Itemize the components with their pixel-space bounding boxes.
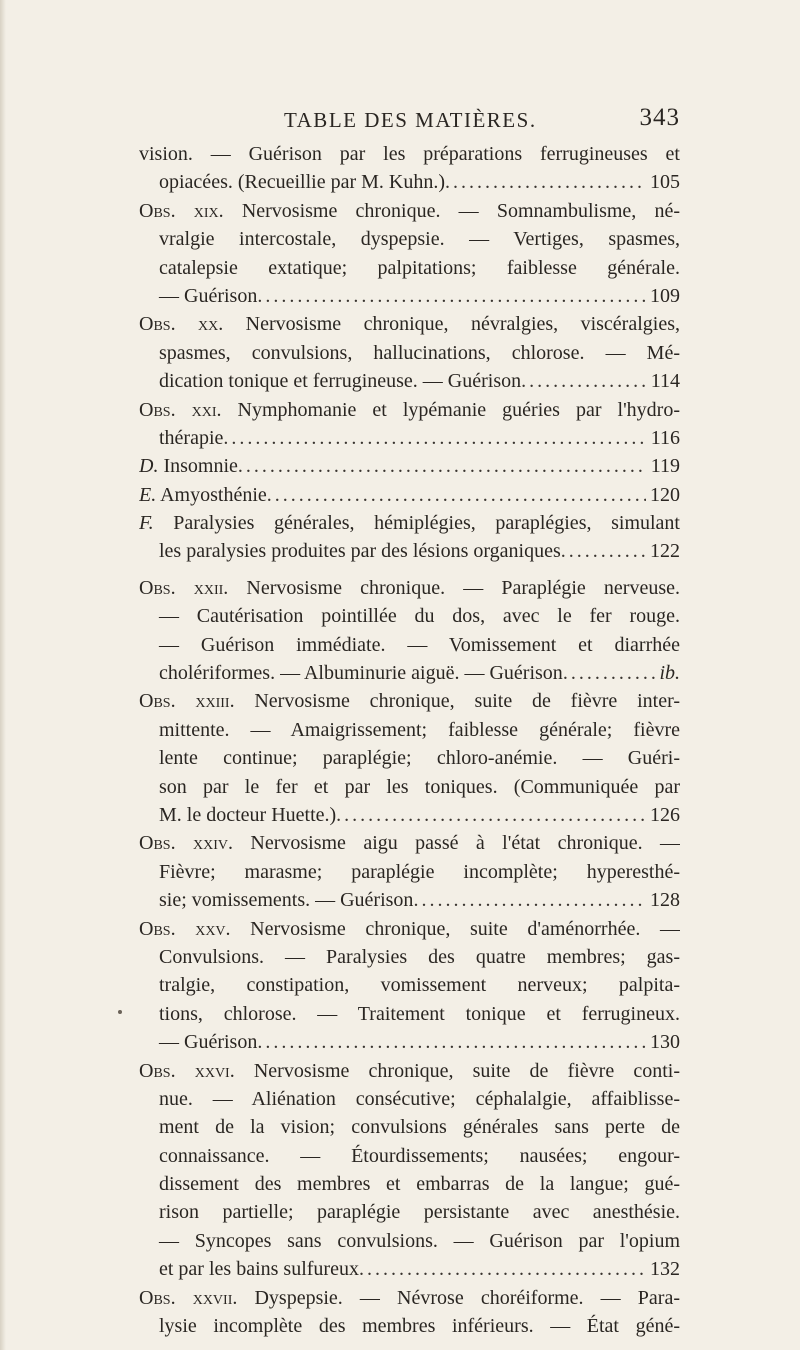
toc-line [139,424,680,452]
toc-line [139,168,680,196]
toc-line [139,915,680,943]
obs-number: xxii. [193,576,229,599]
toc-line [139,801,680,829]
toc-text: tions, chlorose. — Traitement tonique et ferrugineux. [159,1002,680,1025]
toc-line [139,858,680,886]
toc-line [139,197,680,225]
obs-number: xxi. [191,398,222,421]
toc-line-text [139,452,238,480]
toc-line [139,687,680,715]
toc-line [139,1255,680,1283]
toc-text: tralgie, constipation, vomissement nerveux; palpita- [159,974,680,997]
toc-text: lente continue; paraplégie; chloro-anémie. — Guéri- [159,747,680,770]
toc-entry [139,1284,680,1341]
toc-page-number: ib. [659,662,680,685]
dot-leader [336,801,646,829]
obs-label: Obs. [139,398,192,421]
toc-line [139,254,680,282]
obs-label: Obs. [139,690,196,713]
toc-text: Nymphomanie et lypémanie guéries par l'hydro- [221,398,680,421]
toc-text: Fièvre; marasme; paraplégie incomplète; hyperesthé- [159,860,680,883]
toc-line-text [159,886,413,914]
toc-line [139,943,680,971]
running-header [284,104,680,136]
toc-page-number: 114 [650,370,680,393]
obs-number: xxvii. [192,1286,238,1309]
obs-label: Obs. [139,199,194,222]
toc-line-text [159,282,257,310]
dot-leader [521,367,647,395]
dot-leader [413,886,646,914]
toc-text: son par le fer et par les toniques. (Communiquée par [159,775,680,798]
toc-line-text [159,424,223,452]
toc-line [139,481,680,509]
toc-entry [139,140,680,197]
page-number: 343 [639,104,680,131]
toc-line [139,829,680,857]
toc-text: opiacées. (Recueillie par M. Kuhn.) [159,171,446,194]
toc-line [139,396,680,424]
toc-text: — Syncopes sans convulsions. — Guérison par l'opium [159,1229,680,1252]
toc-page-number: 109 [650,284,680,307]
toc-text: Nervosisme chronique, suite de fièvre inter- [234,690,680,713]
toc-line [139,452,680,480]
toc-line [139,1113,680,1141]
toc-entry [139,481,680,509]
toc-entry [139,574,680,688]
toc-text: Nervosisme chronique, suite de fièvre conti- [234,1059,680,1082]
toc-line [139,659,680,687]
toc-page-number: 132 [650,1258,680,1281]
obs-number: xxiii. [195,690,235,713]
toc-line-text [159,1255,359,1283]
toc-text: cholériformes. — Albuminurie aiguë. — Guérison [159,662,563,685]
toc-entry [139,197,680,311]
toc-line [139,509,680,537]
section-letter: E. [139,483,157,506]
toc-line [139,1170,680,1198]
toc-line [139,339,680,367]
toc-line-text [159,367,521,395]
toc-line [139,971,680,999]
toc-text: spasmes, convulsions, hallucinations, chlorose. — Mé- [159,341,680,364]
obs-number: xx. [197,313,224,336]
toc-line [139,225,680,253]
toc-text: vision. — Guérison par les préparations ferrugineuses et [139,143,680,165]
section-letter: F. [139,512,154,535]
toc-line [139,282,680,310]
toc-text: les paralysies produites par des lésions organiques [159,540,561,563]
running-title: TABLE DES MATIÈRES. [284,108,537,132]
toc-text: Nervosisme chronique. — Paraplégie nerveuse. [228,576,680,599]
dot-leader [563,659,656,687]
dot-leader [445,168,646,196]
toc-line [139,1085,680,1113]
toc-text: Nervosisme chronique, suite d'aménorrhée. — [230,917,680,940]
toc-line [139,367,680,395]
obs-label: Obs. [139,576,194,599]
toc-text: — Guérison immédiate. — Vomissement et diarrhée [159,633,680,656]
toc-line [139,1000,680,1028]
toc-page-number: 119 [650,455,680,478]
toc-line [139,1028,680,1056]
toc-text: Amyosthénie [156,483,267,506]
toc-entry [139,915,680,1057]
toc-line [139,1312,680,1340]
toc-entry [139,396,680,453]
toc-line [139,537,680,565]
toc-text: Insomnie [158,455,238,478]
toc-line [139,716,680,744]
obs-number: xxvi. [194,1059,235,1082]
toc-text: M. le docteur Huette.) [159,803,337,826]
toc-entry [139,509,680,566]
toc-line [139,1142,680,1170]
toc-entry [139,829,680,914]
toc-text: dissement des membres et embarras de la langue; gué- [159,1173,680,1196]
obs-label: Obs. [139,313,198,336]
dot-leader [223,424,646,452]
ink-speck [118,1010,122,1014]
obs-number: xxiv. [192,832,233,855]
obs-number: xix. [193,199,224,222]
obs-label: Obs. [139,832,193,855]
toc-line-text [139,481,267,509]
toc-line [139,310,680,338]
toc-text: dication tonique et ferrugineuse. — Guérison [159,370,522,393]
toc-entry [139,452,680,480]
toc-line-text [159,659,563,687]
toc-text: Nervosisme chronique, névralgies, viscéralgies, [223,313,680,336]
dot-leader [359,1255,646,1283]
obs-label: Obs. [139,917,196,940]
toc-text: thérapie [159,426,224,449]
toc-text: — Guérison [159,1031,258,1054]
toc-page-number: 128 [650,889,680,912]
toc-line [139,744,680,772]
toc-text: lysie incomplète des membres inférieurs. — État géné- [159,1315,680,1338]
dot-leader [561,537,646,565]
toc-text: ment de la vision; convulsions générales sans perte de [159,1116,680,1139]
toc-line [139,1227,680,1255]
toc-text: Paralysies générales, hémiplégies, paraplégies, simulant [153,512,680,535]
toc-text: vralgie intercostale, dyspepsie. — Vertiges, spasmes, [159,228,680,251]
toc-line [139,773,680,801]
toc-line-text [159,801,336,829]
toc-text: Dyspepsie. — Névrose choréiforme. — Para- [237,1286,680,1309]
dot-leader [257,1028,646,1056]
toc-line [139,1057,680,1085]
toc-text: et par les bains sulfureux [159,1258,359,1281]
toc-line [139,574,680,602]
toc-line-text [159,1028,257,1056]
toc-page-number: 116 [650,426,680,449]
dot-leader [267,481,646,509]
toc-page-number: 105 [650,171,680,194]
toc-text: — Cautérisation pointillée du dos, avec le fer rouge. [159,605,680,628]
toc-page-number: 130 [650,1031,680,1054]
toc-line-text [159,537,561,565]
toc-line [139,140,680,168]
toc-line-text [159,168,445,196]
toc-page-number: 122 [650,540,680,563]
toc-text: — Guérison [159,284,258,307]
toc-text: Convulsions. — Paralysies des quatre membres; gas- [159,945,680,968]
toc-text: nue. — Aliénation consécutive; céphalalgie, affaiblisse- [159,1087,680,1110]
dot-leader [238,452,647,480]
toc-text: sie; vomissements. — Guérison [159,889,414,912]
toc-line [139,886,680,914]
toc-entry [139,687,680,829]
toc-text: Nervosisme chronique. — Somnambulisme, né- [223,199,680,222]
toc-line [139,1284,680,1312]
toc-text: mittente. — Amaigrissement; faiblesse générale; fièvre [159,718,680,741]
toc-page-number: 120 [650,483,680,506]
toc-line [139,631,680,659]
toc-line [139,602,680,630]
dot-leader [257,282,646,310]
toc-entry [139,310,680,395]
toc-line [139,1198,680,1226]
toc-text: rison partielle; paraplégie persistante avec anesthésie. [159,1201,680,1224]
page-binding-shadow [0,0,6,1350]
toc-text: connaissance. — Étourdissements; nausées; engour- [159,1144,680,1167]
obs-number: xxv. [195,917,231,940]
table-of-contents [139,140,680,1340]
obs-label: Obs. [139,1059,195,1082]
toc-page-number: 126 [650,803,680,826]
toc-text: Nervosisme aigu passé à l'état chronique. — [232,832,680,855]
toc-entry [139,1057,680,1284]
toc-text: catalepsie extatique; palpitations; faiblesse générale. [159,256,680,279]
section-letter: D. [139,455,159,478]
obs-label: Obs. [139,1286,193,1309]
